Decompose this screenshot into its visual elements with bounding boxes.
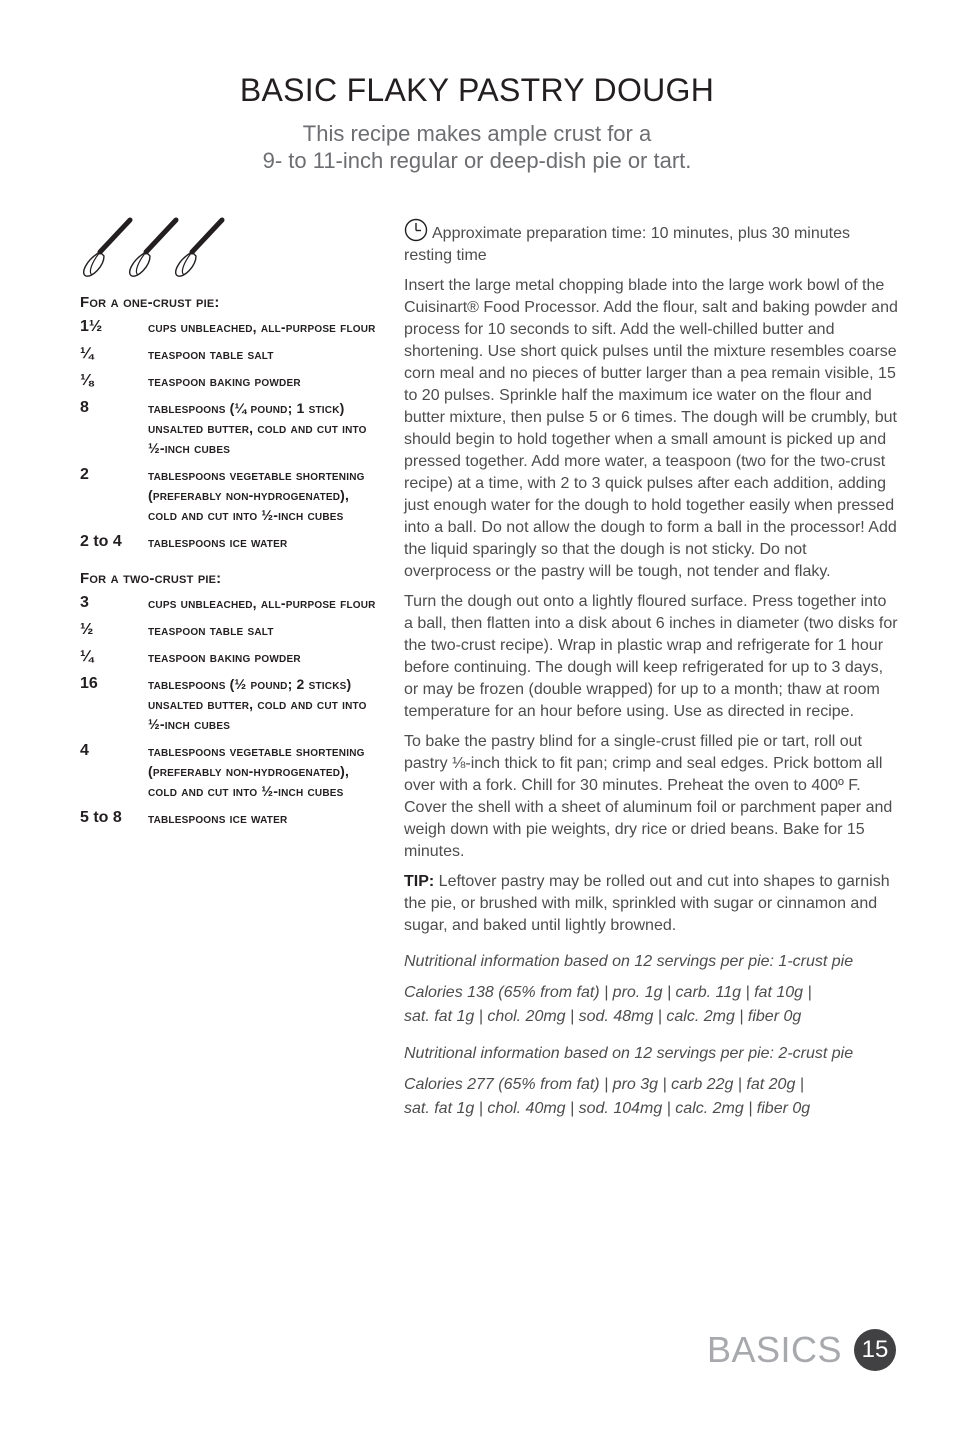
ingredient-desc: cups unbleached, all-purpose flour: [148, 319, 376, 335]
nutrition-heading-1: Nutritional information based on 12 servings per pie: 1-crust pie: [404, 953, 854, 970]
two-crust-list: [80, 593, 380, 828]
ingredient-row: [80, 647, 380, 667]
ingredient-qty: ¼: [80, 648, 94, 665]
tip-paragraph: [404, 871, 898, 937]
ingredient-qty: ⅛: [80, 372, 94, 389]
ingredient-desc: tablespoons (½ pound; 2 sticks) unsalted butter, cold and cut into ½-inch cubes: [148, 676, 367, 732]
nutrition-line: Calories 138 (65% from fat) | pro. 1g | carb. 11g | fat 10g |: [404, 984, 812, 1001]
tip-text: Leftover pastry may be rolled out and cut into shapes to garnish the pie, or brushed with milk, sprinkled with sugar or cinnamon and sugar, and baked until lightly browned.: [404, 873, 890, 934]
ingredient-qty: 16: [80, 675, 98, 692]
ingredient-qty: 2 to 4: [80, 533, 122, 550]
ingredient-desc: teaspoon table salt: [148, 346, 274, 362]
ingredient-desc: cups unbleached, all-purpose flour: [148, 595, 376, 611]
subtitle-line-1: This recipe makes ample crust for a: [302, 121, 652, 146]
ingredient-qty: 1½: [80, 318, 103, 335]
difficulty-rating: [78, 216, 228, 280]
ingredient-row: [80, 344, 380, 364]
ingredient-qty: ½: [80, 621, 94, 638]
ingredient-row: [80, 593, 380, 613]
nutrition-line: sat. fat 1g | chol. 20mg | sod. 48mg | calc. 2mg | fiber 0g: [404, 1008, 802, 1025]
ingredient-desc: tablespoons (¼ pound; 1 stick) unsalted butter, cold and cut into ½-inch cubes: [148, 400, 367, 456]
ingredient-row: [80, 620, 380, 640]
ingredient-qty: 3: [80, 594, 89, 611]
ingredient-row: [80, 674, 380, 734]
ingredient-desc: tablespoons vegetable shortening (preferably non-hydrogenated), cold and cut into ½-inch cubes: [148, 467, 365, 523]
ingredient-desc: teaspoon table salt: [148, 622, 274, 638]
ingredient-row: [80, 741, 380, 801]
nutrition-line: sat. fat 1g | chol. 40mg | sod. 104mg | calc. 2mg | fiber 0g: [404, 1100, 811, 1117]
nutrition-values-1: [404, 981, 898, 1029]
prep-time: [404, 218, 898, 267]
ingredient-desc: teaspoon baking powder: [148, 373, 301, 389]
page-footer: [707, 1329, 896, 1371]
ingredient-qty: ¼: [80, 345, 94, 362]
instruction-paragraph: To bake the pastry blind for a single-crust filled pie or tart, roll out pastry ⅛-inch thick to fit pan; crimp and seal edges. Prick bottom all over with a fork. Chill for 30 minutes. Preheat the oven to 400º F. Cover the shell with a sheet of aluminum foil or parchment paper and weigh down with pie weights, dry rice or dried beans. Bake for 15 minutes.: [404, 733, 893, 860]
ingredient-desc: teaspoon baking powder: [148, 649, 301, 665]
one-crust-list: [80, 317, 380, 552]
whisk-icon: [130, 220, 176, 276]
ingredients-column: [80, 294, 380, 835]
ingredient-qty: 2: [80, 466, 89, 483]
instruction-paragraph: Insert the large metal chopping blade into the large work bowl of the Cuisinart® Food Processor. Add the flour, salt and baking powder and process for 10 seconds to sift. Add the well-chilled butter and shortening. Use short quick pulses until the mixture resembles coarse corn meal and no pieces of butter larger than a pea remain visible, 15 to 20 pulses. Sprinkle half the maximum ice water on the flour and butter mixture, then pulse 5 or 6 times. The dough will be crumbly, but should begin to hold together when a small amount is picked up and pressed together. Add more water, a teaspoon (two for the two-crust recipe) at a time, with 2 to 3 quick pulses after each addition, adding just enough water for the dough to hold together easily when pressed into a ball. Do not allow the dough to form a ball in the processor! Add the liquid sparingly so that the dough is not sticky. Do not overprocess or the pastry will be tough, not tender and flaky.: [404, 277, 898, 580]
ingredient-qty: 4: [80, 742, 89, 759]
ingredient-qty: 5 to 8: [80, 809, 122, 826]
recipe-title: BASIC FLAKY PASTRY DOUGH: [239, 72, 715, 108]
whisk-icon: [84, 220, 130, 276]
subtitle-line-2: 9- to 11-inch regular or deep-dish pie or tart.: [262, 148, 692, 173]
ingredient-row: [80, 317, 380, 337]
ingredient-row: [80, 808, 380, 828]
ingredient-row: [80, 398, 380, 458]
ingredient-desc: tablespoons ice water: [148, 534, 288, 550]
ingredient-row: [80, 465, 380, 525]
ingredient-qty: 8: [80, 399, 89, 416]
nutrition-heading-2: Nutritional information based on 12 servings per pie: 2-crust pie: [404, 1045, 854, 1062]
recipe-subtitle: [0, 120, 954, 174]
instruction-paragraph: Turn the dough out onto a lightly floured surface. Press together into a ball, then flatten into a disk about 6 inches in diameter (two disks for the two-crust recipe). Wrap in plastic wrap and refrigerate for 1 hour before continuing. The dough will keep refrigerated for up to 3 days, or may be frozen (double wrapped) for up to a month; thaw at room temperature for an hour before using. Use as directed in recipe.: [404, 593, 898, 720]
instructions-column: [404, 218, 898, 1121]
clock-icon: [404, 218, 428, 242]
section-label: BASICS: [706, 1329, 842, 1370]
two-crust-heading: For a two-crust pie:: [80, 570, 222, 587]
ingredient-row: [80, 532, 380, 552]
nutrition-values-2: [404, 1073, 898, 1121]
prep-time-text: Approximate preparation time: 10 minutes, plus 30 minutes resting time: [404, 225, 850, 264]
one-crust-heading: For a one-crust pie:: [80, 294, 220, 311]
nutrition-line: Calories 277 (65% from fat) | pro 3g | carb 22g | fat 20g |: [404, 1076, 804, 1093]
whisk-icon: [176, 220, 222, 276]
page-number: 15: [854, 1329, 896, 1371]
tip-label: TIP:: [404, 873, 435, 890]
ingredient-desc: tablespoons vegetable shortening (preferably non-hydrogenated), cold and cut into ½-inch cubes: [148, 743, 365, 799]
ingredient-row: [80, 371, 380, 391]
ingredient-desc: tablespoons ice water: [148, 810, 288, 826]
